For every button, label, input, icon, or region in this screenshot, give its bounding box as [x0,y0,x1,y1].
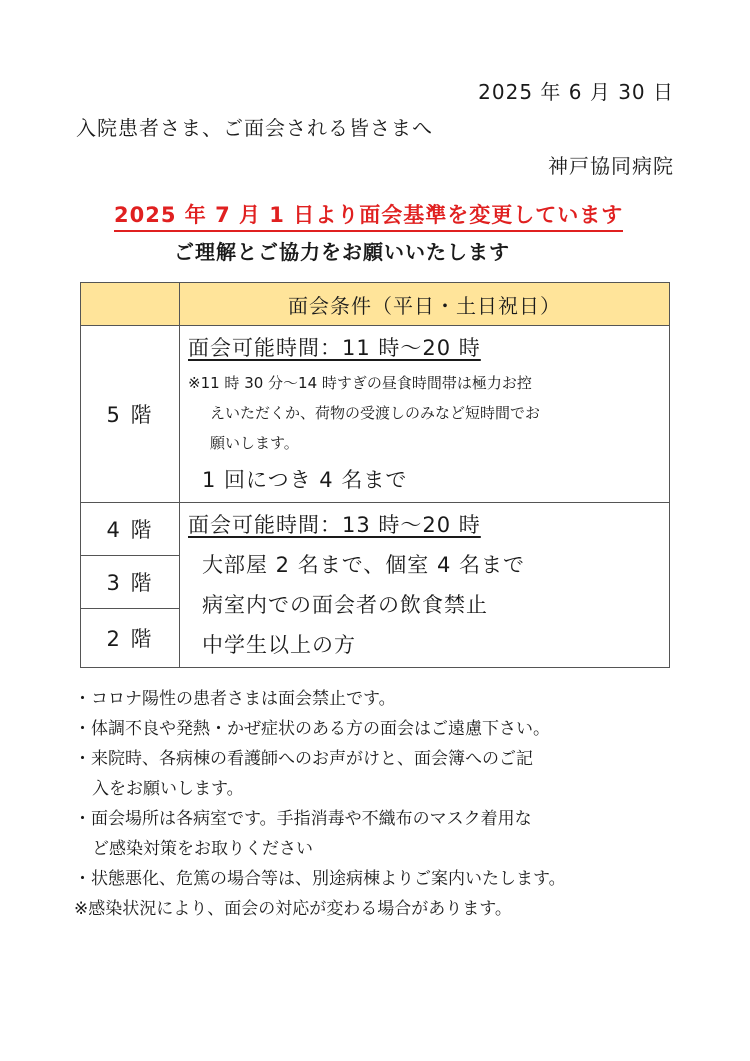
floors-2-4-conditions [180,503,670,668]
lunch-time-note [188,368,661,458]
visiting-rules-table [80,282,670,668]
table-row [81,503,670,556]
cooperation-request: ご理解とご協力をお願いいたします [174,240,510,264]
notes-list [74,684,714,924]
list-item: ※感染状況により、面会の対応が変わる場合があります。 [74,899,512,919]
list-item: ・来院時、各病棟の看護師へのお声がけと、面会簿へのご記 [74,749,533,769]
floor-5-label: 5 階 [81,326,180,503]
note-line: ※11 時 30 分～14 時すぎの昼食時間帯は極力お控 [188,374,532,392]
list-item-continuation: ど感染対策をお取りください [92,839,313,859]
table-header-row [81,283,670,326]
change-announcement: 2025 年 7 月 1 日より面会基準を変更しています [114,199,623,232]
floor-4-label: 4 階 [81,503,180,556]
note-line: えいただくか、荷物の受渡しのみなど短時間でお [210,404,541,422]
table-row [81,326,670,503]
age-requirement: 中学生以上の方 [202,633,356,657]
list-item: ・コロナ陽性の患者さまは面会禁止です。 [74,689,396,709]
no-eating-rule: 病室内での面会者の飲食禁止 [202,593,488,617]
floor-2-label: 2 階 [81,609,180,668]
room-visitor-limit: 大部屋 2 名まで、個室 4 名まで [202,553,526,577]
list-item: ・状態悪化、危篤の場合等は、別途病棟よりご案内いたします。 [74,869,566,889]
floor-5-conditions [180,326,670,503]
greeting: 入院患者さま、ご面会される皆さまへ [76,116,433,140]
hospital-name: 神戸協同病院 [548,154,674,178]
conditions-header: 面会条件（平日・土日祝日） [180,283,670,326]
header-blank-cell [81,283,180,326]
list-item-continuation: 入をお願いします。 [92,779,244,799]
floor-5-visitor-limit: 1 回につき 4 名まで [202,468,408,492]
list-item: ・面会場所は各病室です。手指消毒や不織布のマスク着用な [74,809,532,829]
list-item: ・体調不良や発熱・かぜ症状のある方の面会はご遠慮下さい。 [74,719,550,739]
note-line: 願いします。 [210,434,299,452]
floor-3-label: 3 階 [81,556,180,609]
floor-5-hours: 面会可能時間：11 時～20 時 [188,336,481,360]
floors-2-4-rules [180,545,669,665]
notice-date: 2025 年 6 月 30 日 [478,80,674,104]
floors-2-4-hours: 面会可能時間：13 時～20 時 [188,513,481,537]
